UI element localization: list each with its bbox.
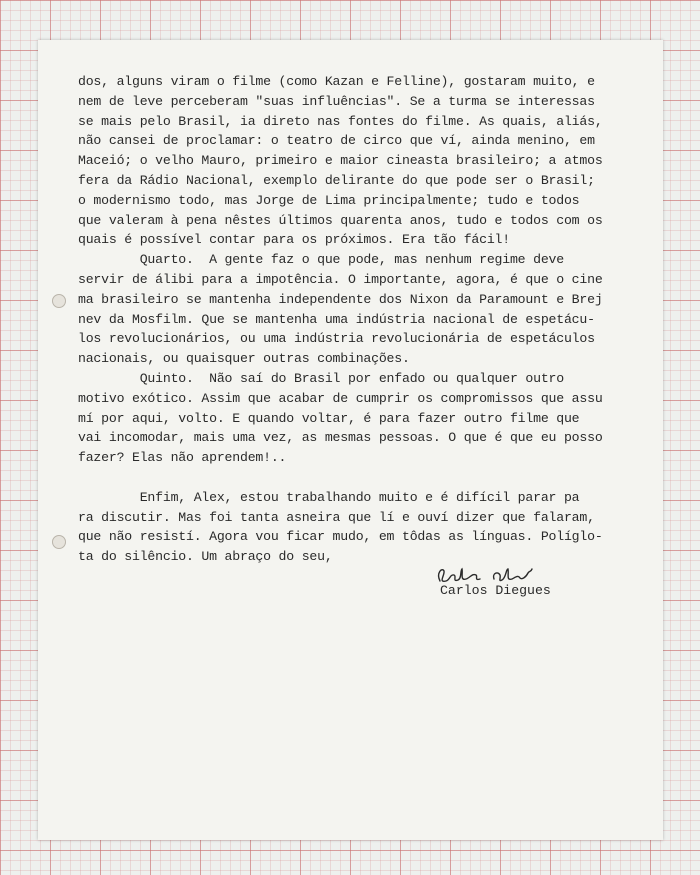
text-line: Quinto. Não saí do Brasil por enfado ou qualquer outro: [78, 370, 564, 386]
blank-line: [78, 468, 653, 488]
text-line: fazer? Elas não aprendem!..: [78, 450, 287, 466]
text-line: Quarto. A gente faz o que pode, mas nenhum regime deve: [78, 252, 564, 268]
text-line: Maceió; o velho Mauro, primeiro e maior cineasta brasileiro; a atmos: [78, 153, 603, 169]
letter-body: [78, 72, 653, 567]
text-line: não cansei de proclamar: o teatro de circo que ví, ainda menino, em: [78, 133, 595, 149]
text-line: que não resistí. Agora vou ficar mudo, em tôdas as línguas. Políglo-: [78, 529, 603, 545]
text-line: nacionais, ou quaisquer outras combinações.: [78, 351, 410, 367]
text-line: motivo exótico. Assim que acabar de cumprir os compromissos que assu: [78, 390, 603, 406]
punch-hole: [52, 535, 66, 549]
text-line: fera da Rádio Nacional, exemplo delirante do que pode ser o Brasil;: [78, 172, 595, 188]
text-line: ra discutir. Mas foi tanta asneira que lí e ouví dizer que falaram,: [78, 509, 595, 525]
text-line: o modernismo todo, mas Jorge de Lima principalmente; tudo e todos: [78, 192, 580, 208]
text-line: los revolucionários, ou uma indústria revolucionária de espetáculos: [78, 331, 595, 347]
text-line: se mais pelo Brasil, ia direto nas fontes do filme. As quais, aliás,: [78, 113, 603, 129]
text-line: vai incomodar, mais uma vez, as mesmas pessoas. O que é que eu posso: [78, 430, 603, 446]
text-line: que valeram à pena nêstes últimos quarenta anos, tudo e todos com os: [78, 212, 603, 228]
text-line: mí por aqui, volto. E quando voltar, é para fazer outro filme que: [78, 410, 580, 426]
text-line: nev da Mosfilm. Que se mantenha uma indústria nacional de espetácu-: [78, 311, 595, 327]
text-line: ma brasileiro se mantenha independente dos Nixon da Paramount e Brej: [78, 291, 603, 307]
text-line: servir de álibi para a impotência. O importante, agora, é que o cine: [78, 271, 603, 287]
text-line: nem de leve perceberam "suas influências". Se a turma se interessas: [78, 93, 595, 109]
signer-name: Carlos Diegues: [440, 583, 551, 598]
punch-hole: [52, 294, 66, 308]
text-line: quais é possível contar para os próximos. Era tão fácil!: [78, 232, 510, 248]
text-line: dos, alguns viram o filme (como Kazan e Felline), gostaram muito, e: [78, 74, 595, 89]
text-line: ta do silêncio. Um abraço do seu,: [78, 549, 333, 565]
text-line: Enfim, Alex, estou trabalhando muito e é difícil parar pa: [78, 489, 580, 505]
